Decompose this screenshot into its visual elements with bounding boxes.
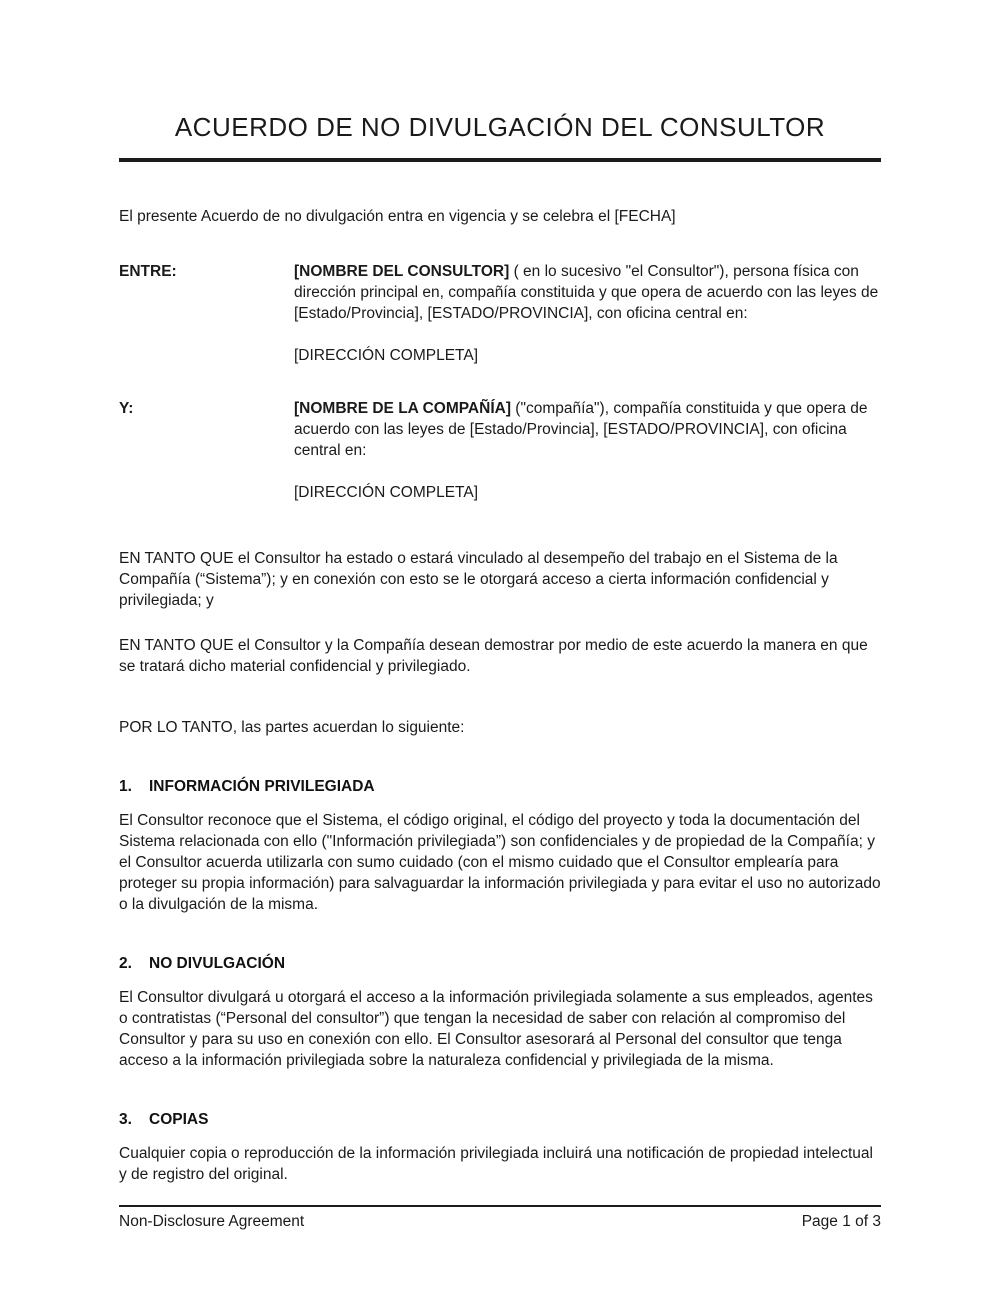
party-label: Y: — [119, 400, 134, 417]
page-footer — [119, 1205, 881, 1231]
party-description — [294, 261, 881, 324]
section-number: 1. — [119, 778, 132, 795]
section-title: INFORMACIÓN PRIVILEGIADA — [149, 778, 375, 795]
page-title: ACUERDO DE NO DIVULGACIÓN DEL CONSULTOR — [174, 112, 826, 142]
recital-paragraph: EN TANTO QUE el Consultor y la Compañía desean demostrar por medio de este acuerdo la manera en que se tratará dicho material confidencial y privilegiado. — [119, 637, 868, 675]
party-name-placeholder: [NOMBRE DE LA COMPAÑÍA] — [294, 400, 511, 417]
section-title: COPIAS — [149, 1111, 209, 1128]
section-body-2: El Consultor divulgará u otorgará el acceso a la información privilegiada solamente a sus empleados, agentes o contratistas (“Personal del consultor”) que tengan la necesidad de saber con relación al compromiso del Consultor y para su uso en conexión con ello. El Consultor asesorará al Personal del consultor que tenga acceso a la información privilegiada sobre la naturaleza confidencial y privilegiada de la misma. — [119, 989, 873, 1069]
footer-divider — [119, 1205, 881, 1207]
party-content — [294, 261, 881, 366]
party-address-placeholder: [DIRECCIÓN COMPLETA] — [294, 347, 479, 364]
section-heading-3 — [119, 1111, 881, 1129]
section-heading-1 — [119, 778, 881, 796]
party-address-placeholder: [DIRECCIÓN COMPLETA] — [294, 484, 479, 501]
recital-paragraph: EN TANTO QUE el Consultor ha estado o estará vinculado al desempeño del trabajo en el Sistema de la Compañía (“Sistema”); y en conexión con esto se le otorgará acceso a cierta información confidencial y privilegiada; y — [119, 550, 838, 609]
section-number: 2. — [119, 955, 132, 972]
party-label: ENTRE: — [119, 263, 177, 280]
section-title: NO DIVULGACIÓN — [149, 955, 286, 972]
party-block-entre — [119, 261, 881, 366]
party-description — [294, 398, 881, 461]
party-content — [294, 398, 881, 503]
party-name-placeholder: [NOMBRE DEL CONSULTOR] — [294, 263, 510, 280]
title-divider — [119, 158, 881, 162]
section-body-3: Cualquier copia o reproducción de la información privilegiada incluirá una notificación de propiedad intelectual y de registro del original. — [119, 1145, 873, 1183]
footer-document-name: Non-Disclosure Agreement — [119, 1213, 305, 1230]
therefore-paragraph: POR LO TANTO, las partes acuerdan lo siguiente: — [119, 719, 465, 736]
footer-page-number: Page 1 of 3 — [801, 1213, 881, 1230]
section-number: 3. — [119, 1111, 132, 1128]
intro-paragraph: El presente Acuerdo de no divulgación entra en vigencia y se celebra el [FECHA] — [119, 208, 676, 225]
party-description-text: ("compañía"), compañía constituida y que opera de acuerdo con las leyes de [Estado/Provincia], [ESTADO/PROVINCIA], con oficina central en: — [294, 400, 868, 459]
section-body-1: El Consultor reconoce que el Sistema, el código original, el código del proyecto y toda la documentación del Sistema relacionada con ello ("Información privilegiada”) son confidenciales y de propiedad de la Compañía; y el Consultor acuerda utilizarla con sumo cuidado (con el mismo cuidado que el Consultor emplearía para proteger su propia información) para salvaguardar la información privilegiada y para evitar el uso no autorizado o la divulgación de la misma. — [119, 812, 881, 913]
party-block-y — [119, 398, 881, 503]
section-heading-2 — [119, 955, 881, 973]
party-description-text: ( en lo sucesivo "el Consultor"), persona física con dirección principal en, compañía constituida y que opera de acuerdo con las leyes de [Estado/Provincia], [ESTADO/PROVINCIA], con oficina central en: — [294, 263, 879, 322]
